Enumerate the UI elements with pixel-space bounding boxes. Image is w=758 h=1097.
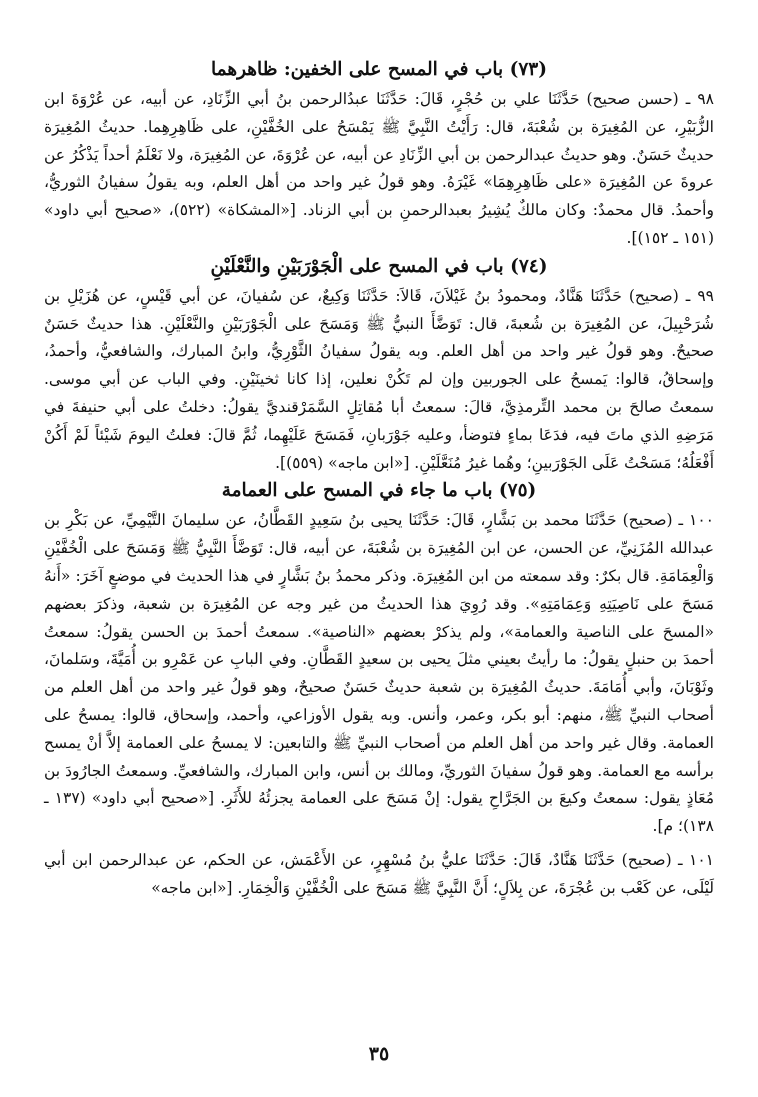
page-number: ٣٥ xyxy=(368,1043,390,1065)
chapter-heading: (٧٥) باب ما جاء في المسح على العمامة xyxy=(221,480,537,502)
hadith-paragraph: ١٠٠ ـ (صحيح) حَدَّثَنَا محمد بن بَشَّارٍ، قَالَ: حَدَّثَنَا يحيى بنُ سَعِيدٍ القَطَّانُ، عن سليمانَ التَّيْمِيِّ، عن بَكْرِ بن عبدالله المُزَنِيِّ، عن الحسن، عن ابن المُغِيرَة بن شُعْبَةَ، عن أبيه، قال: تَوَضَّأَ النَّبِيُّ ﷺ وَمَسَحَ على الْخُفَّيْنِ وَالْعِمَامَةِ. قال بكرٌ: وقد سمعته من ابن المُغِيرَة. وذكر محمدُ بنُ بَشَّارٍ في هذا الحديث في موضعٍ آخَرَ: «أَنهُ مَسَحَ على نَاصِيَتِهِ وَعِمَامَتِهِ». وقد رُوِيَ هذا الحديثُ من غير وجه عن المُغِيرَة بن شعبة، وذكرَ بعضهم «المسحَ على الناصية والعمامة»، ولم يذكرْ بعضهم «الناصية». سمعتُ أحمدَ بن الحسن يقولُ: سمعتُ أحمدَ بن حنبلٍ يقولُ: ما رأيتُ بعيني مثلَ يحيى بن سعيدٍ القَطَّانِ. وفي البابِ عن عَمْرِو بن أُمَيَّةَ، وسَلمانَ، وثَوْبَانَ، وأبي أُمَامَةَ. حديثُ المُغِيرَة بن شعبة حديثٌ حَسَنٌ صحيحٌ، وهو قولُ غير واحد من أهل العلم من أصحاب النبيِّ ﷺ، منهم: أبو بكر، وعمر، وأنس. وبه يقول الأوزاعي، وأحمد، وإسحاق، قالوا: يمسحُ على العمامة. وقال غير واحد من أهل العلم من أصحاب النبيِّ ﷺ والتابعين: لا يمسحُ على العمامة إلاَّ أنْ يمسح برأسه مع العمامة. وهو قولُ سفيانَ الثوريِّ، ومالك بن أنس، وابن المبارك، والشافعيِّ. وسمعتُ الجارُودَ بن مُعَاذٍ يقول: سمعتُ وكيعَ بن الجَرَّاحِ يقول: إنْ مَسَحَ على العمامة يجزئُهُ للأَثَرِ. [«صحيح أبي داود» (١٣٧ ـ ١٣٨)؛ م]. xyxy=(44,511,714,836)
hadith-paragraph: ٩٩ ـ (صحيح) حَدَّثَنَا هَنَّادٌ، ومحمودُ بنُ غَيْلاَنَ، قَالاَ: حَدَّثَنَا وَكِيعٌ، عن سُفيانَ، عن أبي قَيْسٍ، عن هُزَيْلِ بن شُرَحْبِيلَ، عن المُغِيرَة بن شُعبةَ، قال: تَوَضَّأَ النبيُّ ﷺ وَمَسَحَ على الْجَوْرَبَيْنِ والنَّعْلَيْنِ. هذا حديثٌ حَسَنٌ صحيحٌ. وهو قولُ غير واحد من أهل العلم. وبه يقولُ سفيانُ الثَّوْرِيُّ، وابنُ المبارك، والشافعيُّ، وأحمدُ، وإسحاقُ، قالوا: يَمسحُ على الجوربين وإن لم تَكُنْ نعلين، إذا كانا ثخينَيْنِ. وفي الباب عن أبي موسى. سمعتُ صالحَ بن محمد التِّرمذِيَّ، قالَ: سمعتُ أبا مُقاتِلٍ السَّمَرْقنديَّ يقولُ: دخلتُ على أبي حنيفةَ في مَرَضِهِ الذي ماتَ فيه، فدَعَا بماءٍ فتوضأ، وعليه جَوْرَبانِ، فَمَسَحَ عَلَيْهِما، ثُمَّ قالَ: فعلتُ اليومَ شَيْئاً لَمْ أَكُنْ أَفْعَلُهُ؛ مَسَحْتُ عَلَى الجَوْرَبينِ؛ وهُما غيرُ مُنَعَّلَيْنِ. [«ابن ماجه» (٥٥٩)]. xyxy=(44,286,714,472)
chapter-heading: (٧٤) باب في المسح على الْجَوْرَبَيْنِ والنَّعْلَيْنِ xyxy=(210,255,548,277)
chapter-heading: (٧٣) باب في المسح على الخفين: ظاهرهما xyxy=(211,59,547,80)
hadith-paragraph: ٩٨ ـ (حسن صحيح) حَدَّثَنَا علي بن حُجْرٍ، قَالَ: حَدَّثَنَا عبدُالرحمن بنُ أبي الزِّنَادِ، عن أبيه، عن عُرْوَةَ ابن الزُّبَيْرِ، عن المُغِيرَة بن شُعْبَةَ، قال: رَأَيْتُ النَّبِيَّ ﷺ يَمْسَحُ على الخُفَّيْنِ، على ظَاهِرِهِما. حديثُ المُغِيرَة حديثٌ حَسَنٌ. وهو حديثُ عبدالرحمن بن أبي الزِّنَادِ عن أبيه، عن عُرْوَةَ، عن المُغِيرَة، ولا نَعْلَمُ أحداً يَذْكُرُ عن عروةَ عن المُغِيرَة «على ظَاهِرِهِمَا» غَيْرَهُ. وهو قولُ غير واحد من أهل العلم، وبه يقولُ سفيانُ الثوريُّ، وأحمدُ. قال محمدٌ: وكان مالكٌ يُشِيرُ بعبدالرحمنِ بن أبي الزناد. [«المشكاة» (٥٢٢)، «صحيح أبي داود» (١٥١ ـ ١٥٢)]. xyxy=(44,90,714,247)
hadith-paragraph: ١٠١ ـ (صحيح) حَدَّثَنَا هَنَّادٌ، قَالَ: حَدَّثَنَا عليُّ بنُ مُسْهِرٍ، عن الأَعْمَش، عن الحكم، عن عبدالرحمن ابن أبي لَيْلَى، عن كَعْب بن عُجْرَةَ، عن بِلاَلٍ؛ أَنَّ النَّبِيَّ ﷺ مَسَحَ على الْخُفَّيْنِ وَالْخِمَارِ. [«ابن ماجه» xyxy=(44,850,714,897)
